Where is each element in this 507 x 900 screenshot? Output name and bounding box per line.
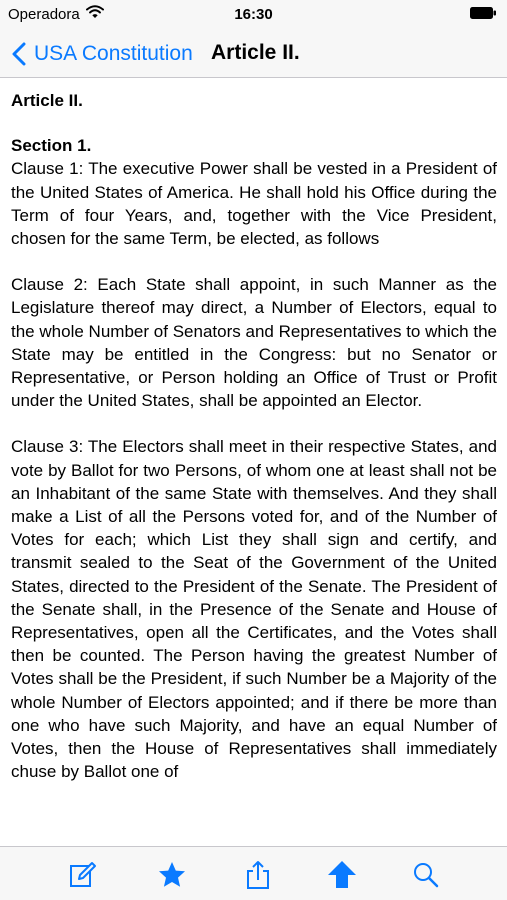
favorite-button[interactable] (156, 859, 188, 891)
compose-button[interactable] (67, 859, 99, 891)
search-icon (411, 860, 441, 890)
scroll-top-button[interactable] (326, 859, 358, 891)
star-icon (157, 860, 187, 890)
battery-icon (470, 7, 496, 19)
section-title: Section 1. (11, 136, 92, 156)
page-title: Article II. (211, 41, 300, 64)
chevron-left-icon (12, 42, 26, 66)
carrier-name: Operadora (8, 6, 80, 23)
compose-icon (68, 860, 98, 890)
document-view[interactable] (0, 79, 507, 846)
search-button[interactable] (410, 859, 442, 891)
navigation-bar (0, 30, 507, 78)
status-bar (0, 0, 507, 30)
arrow-up-icon (327, 860, 357, 890)
clause-paragraph: Clause 1: The executive Power shall be vested in a President of the United States of America. He shall hold his Office during the Term of four Years, and, together with the Vice President, chosen for the same Term, be elected, as follows (11, 159, 497, 249)
article-heading: Article II. (11, 91, 83, 110)
back-button[interactable] (12, 39, 193, 69)
status-time: 16:30 (234, 6, 273, 23)
clause-paragraph: Clause 3: The Electors shall meet in their respective States, and vote by Ballot for two Persons, of whom one at least shall not be an Inhabitant of the same State with themselves. And they shall make a List of all the Persons voted for, and of the Number of Votes for each; which List they shall sign and certify, and transmit sealed to the Seat of the Government of the United States, directed to the President of the Senate. The President of the Senate shall, in the Presence of the Senate and House of Representatives, open all the Certificates, and the Votes shall then be counted. The Person having the greatest Number of Votes shall be the President, if such Number be a Majority of the whole Number of Electors appointed; and if there be more than one who have such Majority, and have an equal Number of Votes, then the House of Representatives shall immediately chuse by Ballot one of (11, 437, 497, 782)
share-icon (243, 860, 273, 890)
clause-paragraph: Clause 2: Each State shall appoint, in such Manner as the Legislature thereof may direct, a Number of Electors, equal to the whole Number of Senators and Representatives to which the State may be entitled in the Congress: but no Senator or Representative, or Person holding an Office of Trust or Profit under the United States, shall be appointed an Elector. (11, 275, 497, 411)
bottom-toolbar (0, 846, 507, 900)
back-button-label: USA Constitution (34, 42, 193, 65)
share-button[interactable] (242, 859, 274, 891)
